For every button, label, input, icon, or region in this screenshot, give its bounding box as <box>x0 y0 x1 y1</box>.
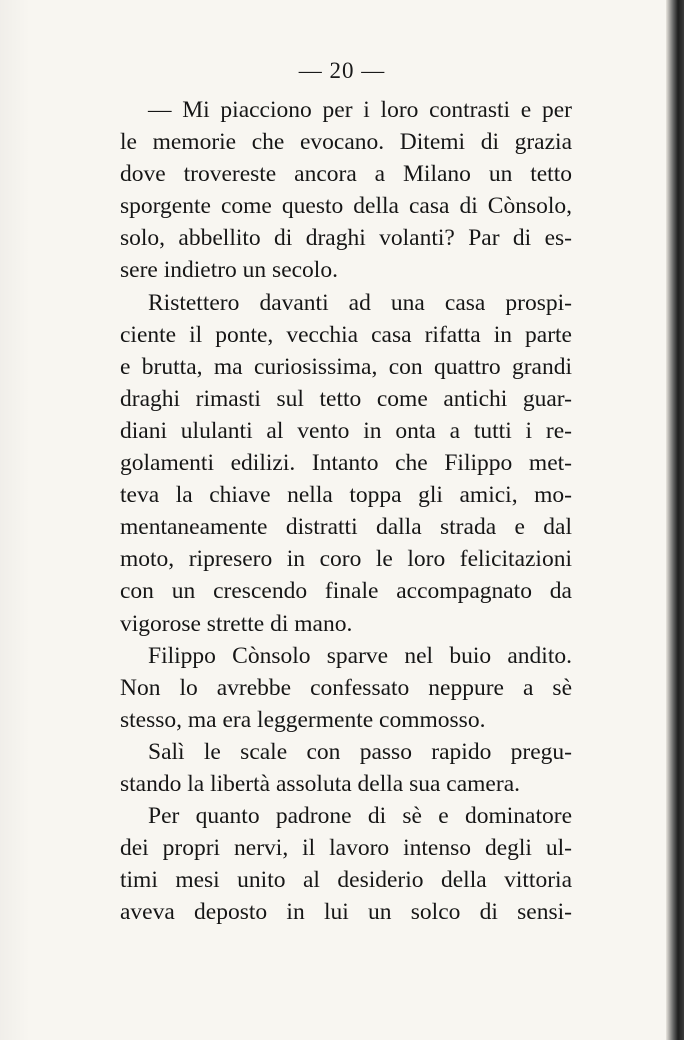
text-line: teva la chiave nella toppa gli amici, mo- <box>120 482 572 509</box>
page-number: — 20 — <box>298 58 386 83</box>
text-line: timi mesi unito al desiderio della vittoria <box>120 867 572 894</box>
text-line: Salì le scale con passo rapido pregu- <box>148 738 572 765</box>
text-line: sporgente come questo della casa di Cònsolo, <box>120 193 572 220</box>
text-line: vigorose strette di mano. <box>120 610 353 637</box>
text-line: sere indietro un secolo. <box>120 257 338 284</box>
text-line: stesso, ma era leggermente commosso. <box>120 706 486 733</box>
text-line: con un crescendo finale accompagnato da <box>120 578 572 605</box>
text-line: Ristettero davanti ad una casa prospi- <box>148 289 572 316</box>
book-spine-shadow <box>666 0 684 1040</box>
text-line: aveva deposto in lui un solco di sensi- <box>120 899 572 926</box>
text-line: ciente il ponte, vecchia casa rifatta in parte <box>120 321 572 348</box>
text-line: Per quanto padrone di sè e dominatore <box>148 803 572 830</box>
text-line: le memorie che evocano. Ditemi di grazia <box>120 129 572 156</box>
text-line: Non lo avrebbe confessato neppure a sè <box>120 674 572 701</box>
text-line: stando la libertà assoluta della sua camera. <box>120 770 520 797</box>
text-line: e brutta, ma curiosissima, con quattro grandi <box>120 353 572 380</box>
text-line: draghi rimasti sul tetto come antichi guar- <box>120 385 572 412</box>
text-line: dei propri nervi, il lavoro intenso degli ul- <box>120 835 572 862</box>
text-line: Filippo Cònsolo sparve nel buio andito. <box>148 642 572 669</box>
body-text <box>120 94 572 928</box>
text-line: moto, ripresero in coro le loro felicitazioni <box>120 546 572 573</box>
text-line: solo, abbellito di draghi volanti? Par di es- <box>120 225 572 252</box>
text-line: — Mi piacciono per i loro contrasti e per <box>148 97 572 123</box>
text-line: golamenti edilizi. Intanto che Filippo met- <box>120 450 572 477</box>
text-line: dove trovereste ancora a Milano un tetto <box>120 161 572 188</box>
text-line: diani ululanti al vento in onta a tutti i re- <box>120 417 572 444</box>
text-line: mentaneamente distratti dalla strada e dal <box>120 514 572 541</box>
